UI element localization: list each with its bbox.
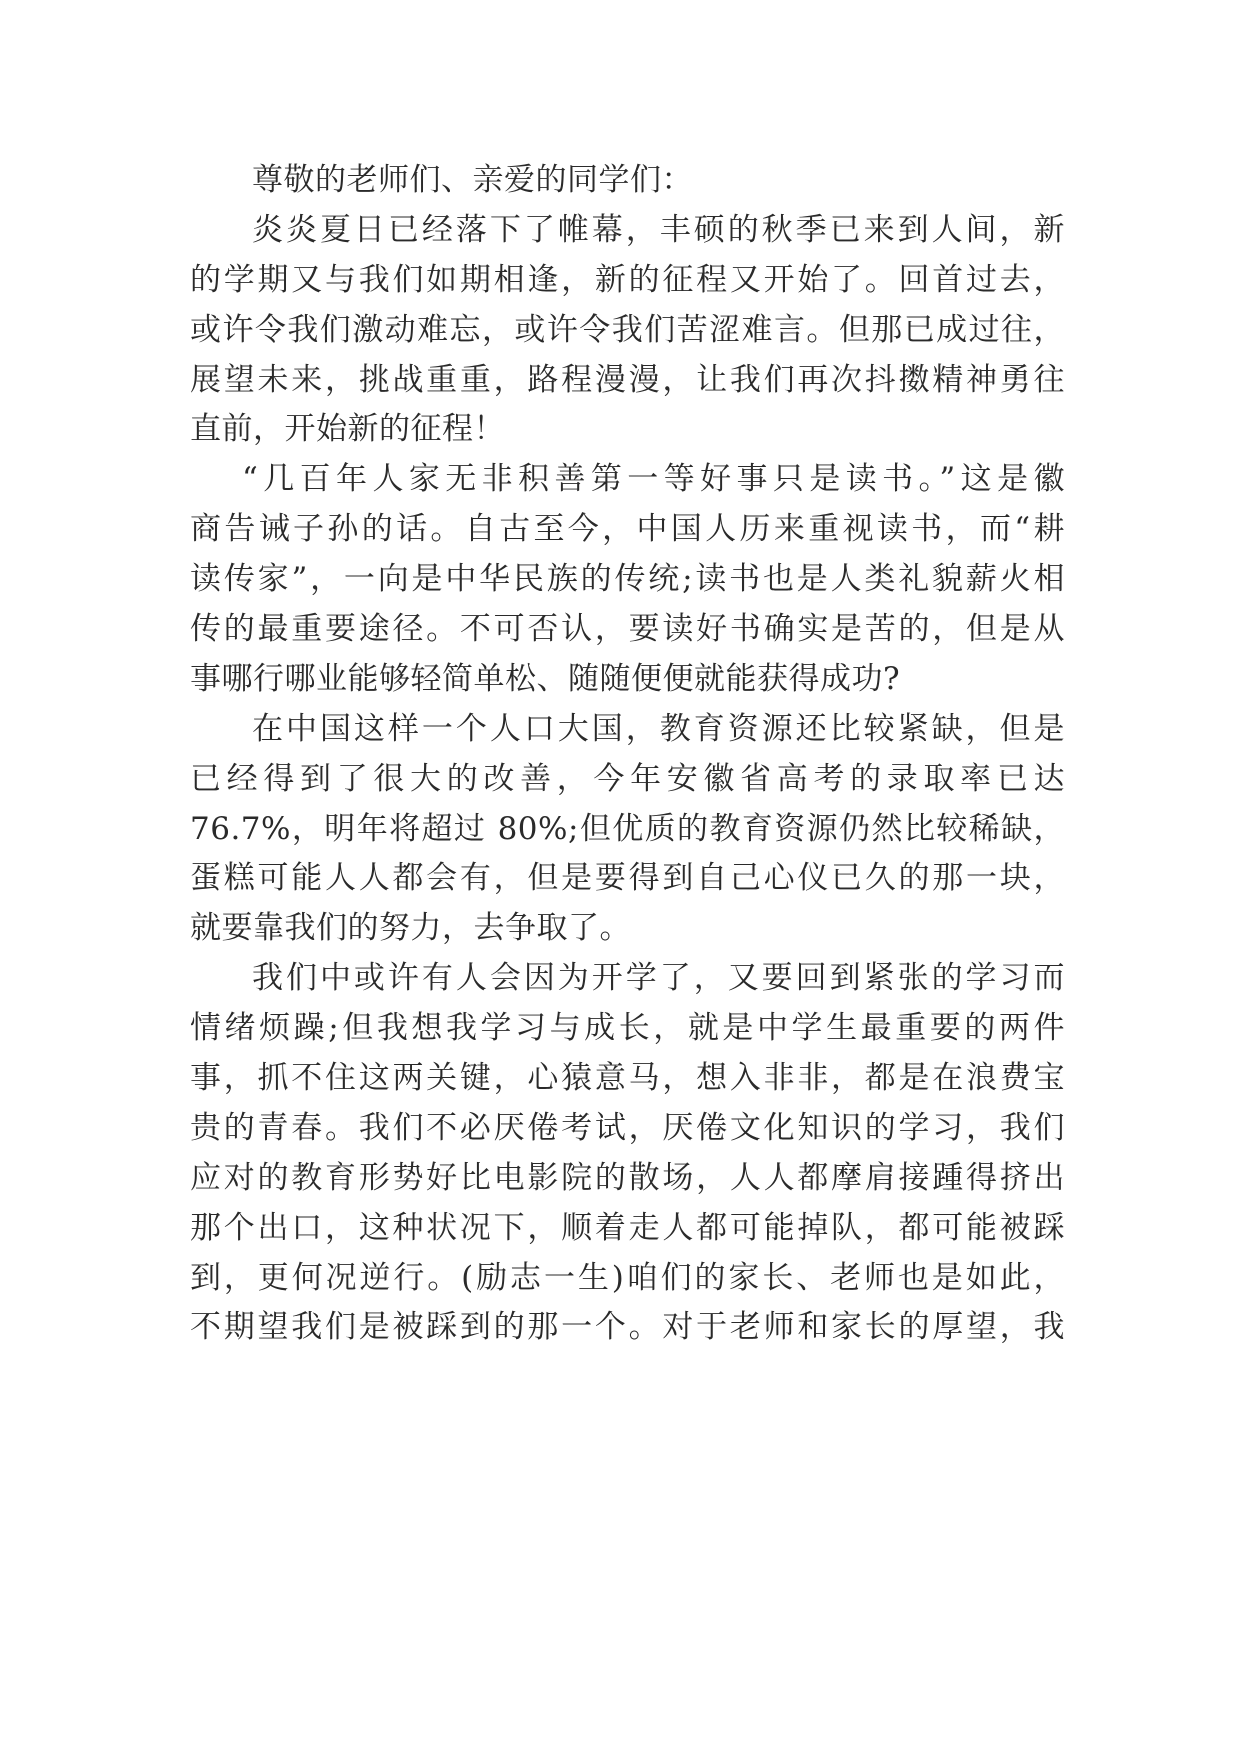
text-line: 事，抓不住这两关键，心猿意马，想入非非，都是在浪费宝 [190,1060,1065,1097]
text-line: 情绪烦躁;但我想我学习与成长，就是中学生最重要的两件 [190,1010,1065,1047]
text-line: 到，更何况逆行。(励志一生)咱们的家长、老师也是如此， [190,1259,1065,1296]
text-line: 76.7%，明年将超过 80%;但优质的教育资源仍然比较稀缺， [190,810,1065,847]
text-line: 在中国这样一个人口大国，教育资源还比较紧缺，但是 [252,710,1065,747]
text-line: 的学期又与我们如期相逢，新的征程又开始了。回首过去， [190,261,1065,298]
text-line: 商告诫子孙的话。自古至今，中国人历来重视读书，而“耕 [190,511,1065,548]
salutation-paragraph [190,156,1065,206]
paragraph-education [190,705,1065,954]
paragraph-study [190,954,1065,1353]
text-line: 传的最重要途径。不可否认，要读好书确实是苦的，但是从 [190,611,1065,648]
text-line: 或许令我们激动难忘，或许令我们苦涩难言。但那已成过往， [190,311,1065,348]
document-body [190,156,1065,1353]
paragraph-reading [190,455,1065,704]
text-line: 我们中或许有人会因为开学了，又要回到紧张的学习而 [252,960,1065,997]
text-line: 炎炎夏日已经落下了帷幕，丰硕的秋季已来到人间，新 [252,211,1065,248]
text-line: 不期望我们是被踩到的那一个。对于老师和家长的厚望，我 [190,1309,1065,1346]
text-line: 事哪行哪业能够轻简单松、随随便便就能获得成功? [190,660,901,697]
text-line: 展望未来，挑战重重，路程漫漫，让我们再次抖擞精神勇往 [190,361,1065,398]
paragraph-summer [190,206,1065,455]
text-line: “几百年人家无非积善第一等好事只是读书。”这是徽 [242,461,1065,498]
text-line: 那个出口，这种状况下，顺着走人都可能掉队，都可能被踩 [190,1209,1065,1246]
text-line: 读传家”，一向是中华民族的传统;读书也是人类礼貌薪火相 [190,561,1065,598]
text-line: 贵的青春。我们不必厌倦考试，厌倦文化知识的学习，我们 [190,1109,1065,1146]
text-line: 蛋糕可能人人都会有，但是要得到自己心仪已久的那一块， [190,860,1065,897]
text-line: 尊敬的老师们、亲爱的同学们： [252,162,693,198]
text-line: 应对的教育形势好比电影院的散场，人人都摩肩接踵得挤出 [190,1159,1065,1196]
text-line: 已经得到了很大的改善，今年安徽省高考的录取率已达 [190,760,1065,797]
text-line: 直前，开始新的征程！ [190,411,505,448]
text-line: 就要靠我们的努力，去争取了。 [190,910,631,947]
